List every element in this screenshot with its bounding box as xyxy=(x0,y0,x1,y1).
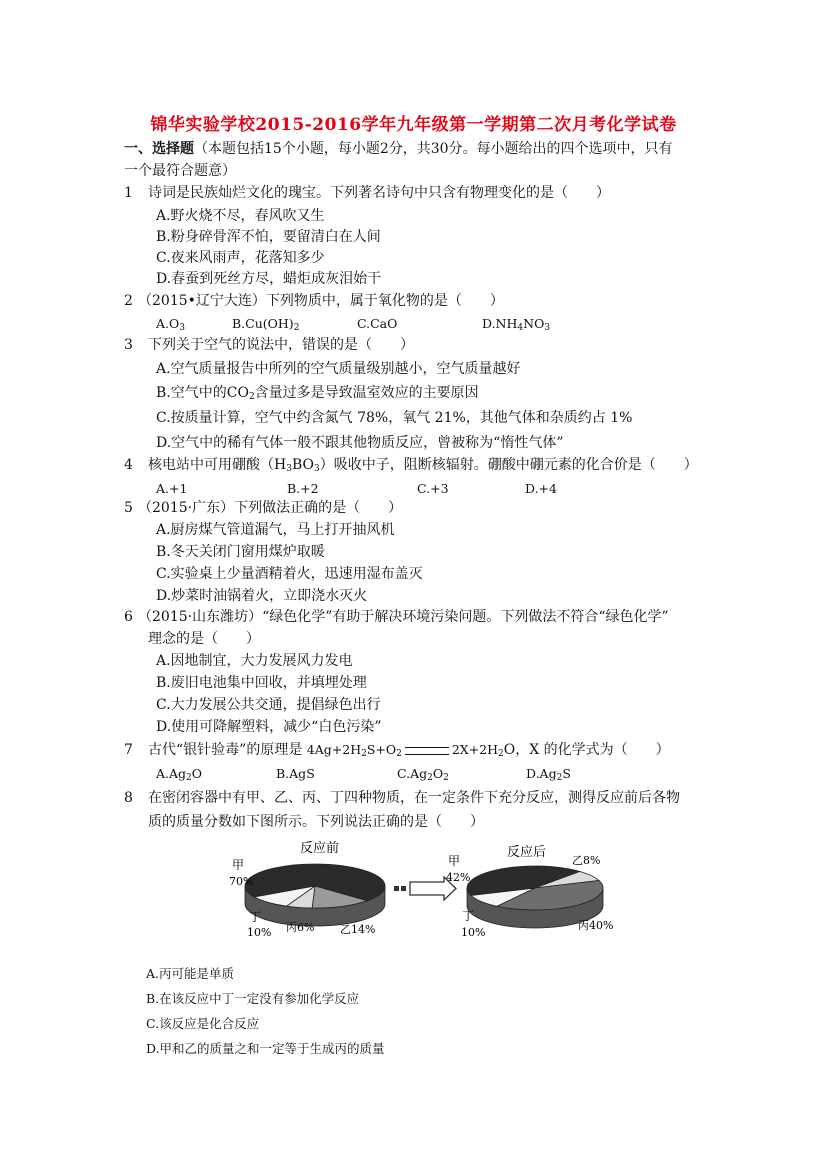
option-b xyxy=(232,315,299,333)
option-c: C.大力发展公共交通，提倡绿色出行 xyxy=(156,697,381,713)
option-d-text: D.Ag xyxy=(526,766,557,781)
label-bing-after: 丙40% xyxy=(578,919,614,932)
subscript: 3 xyxy=(544,323,551,333)
option-a: A.丙可能是单质 xyxy=(146,966,235,981)
option-c: C.+3 xyxy=(417,481,449,496)
subscript: 2 xyxy=(427,773,433,783)
stem-text-1: 核电站中可用硼酸（H xyxy=(148,457,287,473)
subscript: 2 xyxy=(443,773,449,783)
option-c: C.夜来风雨声，花落知多少 xyxy=(156,250,325,266)
question-number: 4 xyxy=(124,457,133,473)
equals-sign xyxy=(405,747,449,755)
question-stem: 在密闭容器中有甲、乙、丙、丁四种物质，在一定条件下充分反应，测得反应前后各物 xyxy=(148,790,680,806)
label-ding-after: 丁 xyxy=(462,909,475,923)
question-number: 5 xyxy=(124,500,133,516)
pie-chart-before xyxy=(245,864,385,926)
subscript: 2 xyxy=(396,749,402,759)
option-b xyxy=(156,384,479,402)
option-a xyxy=(156,315,185,333)
option-d: D.春蚕到死丝方尽，蜡炬成灰泪始干 xyxy=(156,271,382,287)
subscript: 3 xyxy=(313,464,320,474)
option-b-text-2: 含量过多是导致温室效应的主要原因 xyxy=(254,385,479,401)
question-number: 1 xyxy=(124,185,133,201)
option-c-text: C.Ag xyxy=(397,766,428,781)
option-c: C.按质量计算，空气中约含氮气 78%，氧气 21%，其他气体和杂质约占 1% xyxy=(156,410,633,426)
option-d: D.使用可降解塑料，减少“白色污染” xyxy=(156,719,382,735)
option-b-text: B.空气中的CO xyxy=(156,385,249,401)
page-title: 锦华实验学校2015-2016学年九年级第一学期第二次月考化学试卷 xyxy=(150,115,677,135)
question-stem: 诗词是民族灿烂文化的瑰宝。下列著名诗句中只含有物理变化的是（ ） xyxy=(148,185,610,201)
option-b: B.AgS xyxy=(276,766,315,781)
question-stem: 下列关于空气的说法中，错误的是（ ） xyxy=(148,337,414,353)
subscript: 2 xyxy=(293,323,300,333)
eq-part-2: S+O xyxy=(366,742,397,757)
option-a-text: A.Ag xyxy=(156,766,187,781)
question-stem xyxy=(148,741,670,759)
question-number: 6 xyxy=(124,609,133,625)
question-number: 8 xyxy=(124,790,133,806)
option-a: A.因地制宜，大力发展风力发电 xyxy=(156,653,353,669)
chart-title-before: 反应前 xyxy=(300,841,340,856)
option-d: D.空气中的稀有气体一般不跟其他物质反应，曾被称为“惰性气体” xyxy=(156,435,564,451)
stem-text-2: O，X 的化学式为（ ） xyxy=(503,742,670,758)
eq-part-3: 2X+2H xyxy=(451,742,499,757)
question-stem: （2015·广东）下列做法正确的是（ ） xyxy=(138,500,403,516)
option-d xyxy=(526,765,571,783)
option-a-text-2: O xyxy=(191,766,203,781)
option-d xyxy=(482,315,550,333)
option-b: B.在该反应中丁一定没有参加化学反应 xyxy=(146,991,360,1006)
label-jia-value-before: 70% xyxy=(229,875,254,888)
option-c xyxy=(397,765,449,783)
option-a: A.+1 xyxy=(156,481,188,496)
option-b-text: B.Cu(OH) xyxy=(232,316,294,331)
option-a xyxy=(156,765,202,783)
chart-title-after: 反应后 xyxy=(507,845,547,860)
question-stem: （2015·山东潍坊）“绿色化学”有助于解决环境污染问题。下列做法不符合“绿色化学” xyxy=(138,609,669,625)
label-ding-value-before: 10% xyxy=(247,926,272,939)
label-jia-before: 甲 xyxy=(232,858,245,872)
section-heading-label: 一、选择题 xyxy=(124,141,194,157)
option-b: B.冬天关闭门窗用煤炉取暖 xyxy=(156,544,325,560)
label-ding-before: 丁 xyxy=(249,910,262,924)
eq-part-1: 4Ag+2H xyxy=(306,742,362,757)
subscript: 3 xyxy=(286,464,292,474)
option-a: A.野火烧不尽，春风吹又生 xyxy=(156,208,325,224)
option-a-text: A.O xyxy=(156,316,180,331)
option-d-text-2: NO xyxy=(523,316,545,331)
section-desc-2: 一个最符合题意） xyxy=(124,163,236,179)
label-bing-before: 丙6% xyxy=(286,921,315,934)
option-a: A.厨房煤气管道漏气，马上打开抽风机 xyxy=(156,522,395,538)
subscript: 4 xyxy=(517,323,524,333)
section-heading xyxy=(124,140,673,158)
question-stem-2: 质的质量分数如下图所示。下列说法正确的是（ ） xyxy=(148,814,484,830)
question-stem xyxy=(148,456,698,474)
option-d: D.炒菜时油锅着火，立即浇水灭火 xyxy=(156,588,368,604)
equation xyxy=(307,742,504,757)
question-stem-2: 理念的是（ ） xyxy=(148,631,260,647)
question-stem: （2015•辽宁大连）下列物质中，属于氧化物的是（ ） xyxy=(138,293,504,309)
option-d: D.+4 xyxy=(525,481,557,496)
label-yi-after: 乙8% xyxy=(572,854,601,867)
pie-charts-figure xyxy=(220,836,620,948)
option-c: C.实验桌上少量酒精着火，迅速用湿布盖灭 xyxy=(156,566,423,582)
option-b: B.废旧电池集中回收，并填埋处理 xyxy=(156,675,367,691)
subscript: 2 xyxy=(248,392,255,402)
subscript: 2 xyxy=(556,773,563,783)
label-ding-value-after: 10% xyxy=(461,926,486,939)
option-a: A.空气质量报告中所列的空气质量级别越小，空气质量越好 xyxy=(156,361,521,377)
option-d-text-2: S xyxy=(562,766,571,781)
subscript: 2 xyxy=(498,749,504,759)
subscript: 2 xyxy=(361,749,367,759)
stem-text-2: BO xyxy=(291,457,314,473)
question-number: 7 xyxy=(124,742,133,758)
option-d: D.甲和乙的质量之和一定等于生成丙的质量 xyxy=(146,1041,385,1056)
option-b: B.粉身碎骨浑不怕，要留清白在人间 xyxy=(156,229,381,245)
question-number: 2 xyxy=(124,293,133,309)
option-c: C.CaO xyxy=(357,316,398,331)
label-jia-after: 甲 xyxy=(448,854,461,868)
option-d-text: D.NH xyxy=(482,316,518,331)
subscript: 2 xyxy=(186,773,192,783)
question-number: 3 xyxy=(124,337,133,353)
subscript: 3 xyxy=(179,323,185,333)
label-jia-value-after: 42% xyxy=(446,871,471,884)
stem-text-3: ）吸收中子，阻断核辐射。硼酸中硼元素的化合价是（ ） xyxy=(319,457,698,473)
stem-text: 古代“银针验毒”的原理是 xyxy=(148,742,303,758)
label-yi-before: 乙14% xyxy=(340,923,376,936)
section-desc-1: （本题包括15个小题，每小题2分，共30分。每小题给出的四个选项中，只有 xyxy=(194,141,673,157)
option-c: C.该反应是化合反应 xyxy=(146,1016,260,1031)
option-c-text-2: O xyxy=(432,766,444,781)
option-b: B.+2 xyxy=(287,481,319,496)
